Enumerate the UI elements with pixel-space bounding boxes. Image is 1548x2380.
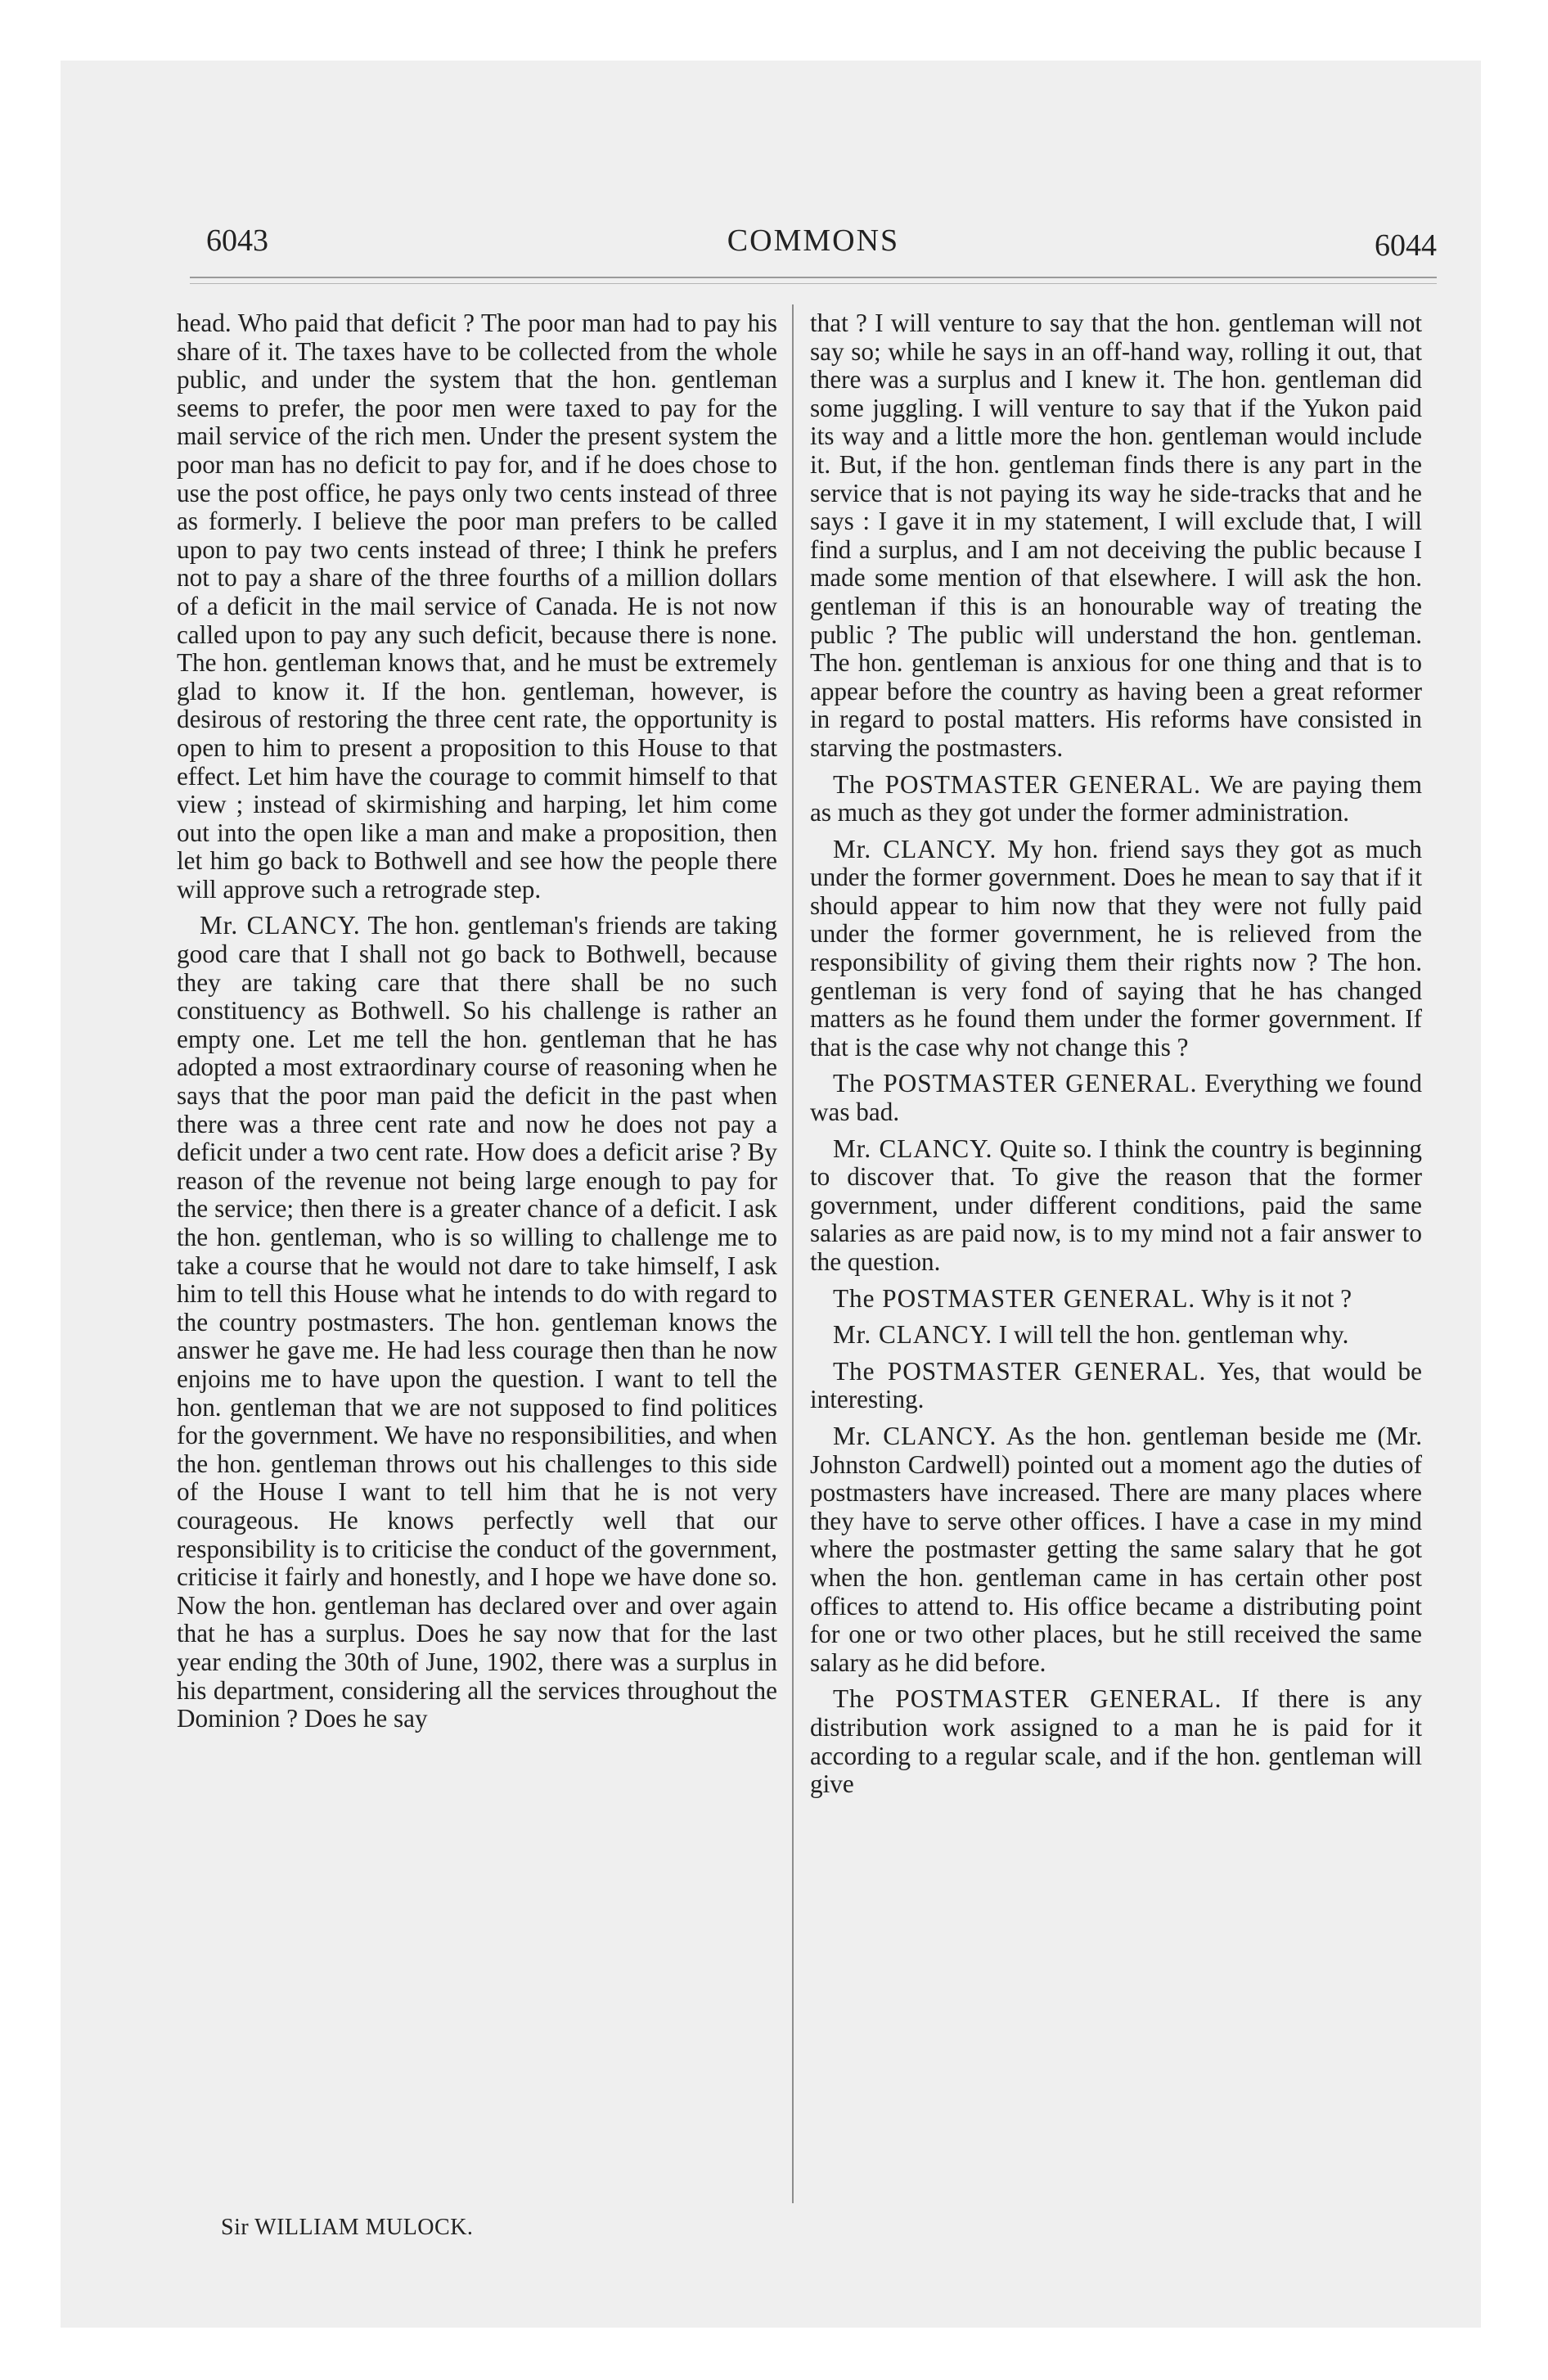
paragraph-text: head. Who paid that deficit ? The poor man had to pay his share of it. The taxes have to be collected from the whole public, and under the system that the hon. gentleman seems to prefer, the poor men were taxed to pay for the mail service of the rich men. Under the present system the poor man has no deficit to pay for, and if he does chose to use the post office, he pays only two cents instead of three as formerly. I believe the poor man prefers to be called upon to pay two cents instead of three; I think he prefers not to pay a share of the three fourths of a million dollars of a deficit in the mail service of Canada. He is not now called upon to pay any such deficit, because there is none. The hon. gentleman knows that, and he must be extremely glad to know it. If the hon. gentleman, however, is desirous of restoring the three cent rate, the opportunity is open to him to present a proposition to this House to that effect. Let him have the courage to commit himself to that view ; instead of skirmishing and harping, let him come out into the open like a man and make a proposition, then let him go back to Bothwell and see how the people there will approve such a retrograde step.: [177, 309, 777, 904]
paragraph: [810, 1135, 1422, 1277]
page-number-right: 6044: [1375, 228, 1437, 263]
speaker-name: The POSTMASTER GENERAL.: [833, 1069, 1198, 1098]
right-column: [810, 309, 1422, 1807]
paragraph: [810, 1285, 1422, 1314]
paragraph-text: We are paying them as much as they got under the former administration.: [810, 769, 1423, 827]
column-divider: [792, 304, 794, 2203]
speaker-name: The POSTMASTER GENERAL.: [833, 1684, 1222, 1714]
paragraph: [810, 1358, 1422, 1414]
page-number-left: 6043: [206, 223, 268, 258]
speaker-name: Mr. CLANCY.: [200, 911, 361, 940]
speaker-name: The POSTMASTER GENERAL.: [833, 1283, 1196, 1313]
paragraph: [810, 836, 1422, 1062]
left-column: [177, 309, 777, 1742]
speaker-name: The POSTMASTER GENERAL.: [833, 769, 1201, 799]
speaker-name: Mr. CLANCY.: [833, 1421, 997, 1450]
paragraph-text: If there is any distribution work assigned to a man he is paid for it according to a regular scale, and if the hon. gentleman will give: [810, 1684, 1423, 1799]
paragraph: [810, 1070, 1422, 1126]
speaker-name: Mr. CLANCY.: [833, 1320, 992, 1350]
paragraph-text: As the hon. gentleman beside me (Mr. Johnston Cardwell) pointed out a moment ago the duties of postmasters have increased. There are many places where they have to serve other offices. I have a case in my mind where the postmaster getting the same salary that he got when the hon. gentleman came in has certain other post offices to attend to. His office became a distributing point for one or two other places, but he still received the same salary as he did before.: [810, 1421, 1422, 1677]
paragraph-text: Everything we found was bad.: [810, 1069, 1423, 1127]
speaker-name: Mr. CLANCY.: [833, 834, 997, 863]
speaker-name: The POSTMASTER GENERAL.: [833, 1356, 1207, 1386]
paragraph-text: Yes, that would be interesting.: [810, 1356, 1422, 1414]
paragraph: [177, 912, 777, 1733]
speaker-name: Mr. CLANCY.: [833, 1134, 993, 1163]
paragraph-text: that ? I will venture to say that the hon. gentleman will not say so; while he says in an off-hand way, rolling it out, that there was a surplus and I knew it. The hon. gentleman did some juggling. I will venture to say that if the Yukon paid its way and a little more the hon. gentleman would include it. But, if the hon. gentleman finds there is any part in the service that is not paying its way he side-tracks that and he says : I gave it in my statement, I will exclude that, I will find a surplus, and I am not deceiving the public because I made some mention of that elsewhere. I will ask the hon. gentleman if this is an honourable way of treating the public ? The public will understand the hon. gentleman. The hon. gentleman is anxious for one thing and that is to appear before the country as having been a great reformer in regard to postal matters. His reforms have consisted in starving the postmasters.: [810, 309, 1422, 762]
paragraph: [810, 771, 1422, 827]
running-head: COMMONS: [727, 223, 900, 258]
paragraph-text: I will tell the hon. gentleman why.: [998, 1320, 1349, 1350]
paragraph-text: The hon. gentleman's friends are taking good care that I shall not go back to Bothwell, because they are taking care that there shall be no such constituency as Bothwell. So his challenge is rather an empty one. Let me tell the hon. gentleman that he has adopted a most extraordinary course of reasoning when he says that the poor man paid the deficit in the past when there was a three cent rate and now he does not pay a deficit under a two cent rate. How does a deficit arise ? By reason of the revenue not being large enough to pay for the service; then there is a greater chance of a deficit. I ask the hon. gentleman, who is so willing to challenge me to take a course that he would not dare to take himself, I ask him to tell this House what he intends to do with regard to the country postmasters. The hon. gentleman knows the answer he gave me. He had less courage then than he now enjoins me to have upon the question. I want to tell the hon. gentleman that we are not supposed to find politices for the government. We have no responsibilities, and when the hon. gentleman throws out his challenges to this side of the House I want to tell him that he is not very courageous. He knows perfectly well that our responsibility is to criticise the conduct of the government, criticise it fairly and honestly, and I hope we have done so. Now the hon. gentleman has declared over and over again that he has a surplus. Does he say now that for the last year ending the 30th of June, 1902, there was a surplus in his department, considering all the services throughout the Dominion ? Does he say: [177, 911, 777, 1733]
paragraph-text: Quite so. I think the country is beginning to discover that. To give the reason that the former government, under different conditions, paid the same salaries as are paid now, is to my mind not a fair answer to the question.: [810, 1134, 1423, 1276]
footer-speaker-line: Sir WILLIAM MULOCK.: [221, 2215, 474, 2240]
header-rule-thin: [190, 283, 1437, 284]
paragraph-text: My hon. friend says they got as much under the former government. Does he mean to say that if it should appear to him now that they were not fully paid under the former government, he is relieved from the responsibility of giving them their rights now ? The hon. gentleman is very fond of saying that he has changed matters as he found them under the former government. If that is the case why not change this ?: [810, 834, 1422, 1062]
paragraph: [810, 1685, 1422, 1798]
paragraph: [810, 1321, 1422, 1350]
paragraph: [177, 309, 777, 904]
paragraph: [810, 1422, 1422, 1677]
paragraph: [810, 309, 1422, 763]
paragraph-text: Why is it not ?: [1201, 1283, 1352, 1313]
page-header: [190, 223, 1437, 264]
header-rule: [190, 277, 1437, 278]
